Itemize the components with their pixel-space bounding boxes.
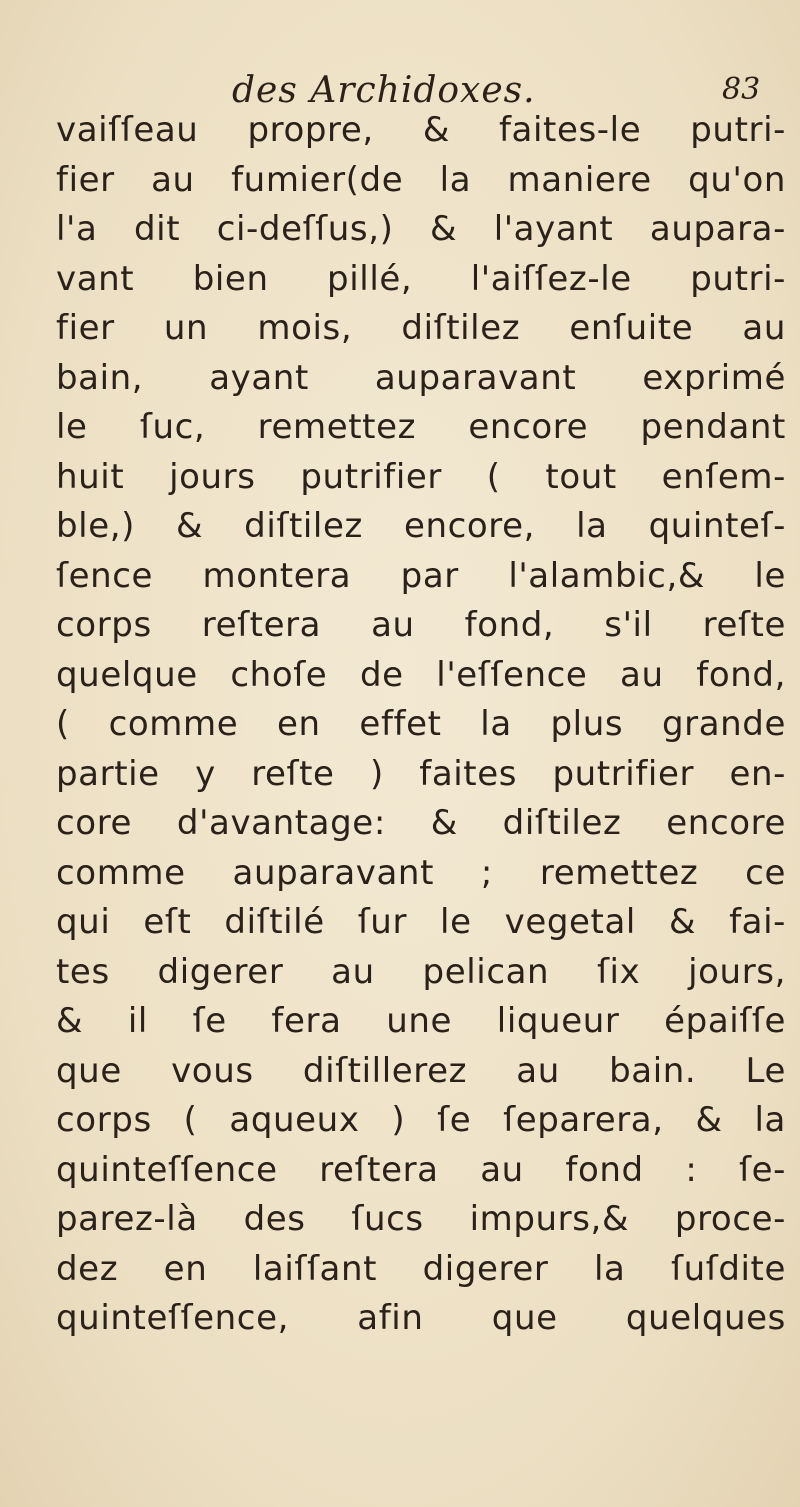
text-line: ble,) & diſtilez encore, la quinteſ- (56, 506, 786, 546)
text-line: comme auparavant ; remettez ce (56, 852, 786, 893)
text-line: quinteſſence, afin que quelques (56, 1298, 786, 1338)
body-text (56, 106, 786, 1344)
text-line: & il ſe fera une liqueur épaiſſe (56, 1001, 786, 1041)
text-line: bain, ayant auparavant exprimé (56, 357, 786, 398)
text-line: qui eſt diſtilé ſur le vegetal & fai- (56, 902, 786, 942)
text-line: ſence montera par l'alambic,& le (56, 555, 786, 596)
text-line: quelque choſe de l'eſſence au fond, (56, 654, 786, 695)
text-line: vaiſſeau propre, & faites-le putri- (56, 110, 786, 150)
text-line: le ſuc, remettez encore pendant (56, 407, 786, 447)
text-line: quinteſſence reſtera au fond : ſe- (56, 1149, 786, 1190)
text-line: que vous diſtillerez au bain. Le (56, 1050, 786, 1091)
text-line: ( comme en effet la plus grande (56, 704, 786, 744)
text-line: dez en laiſſant digerer la ſuſdite (56, 1248, 786, 1289)
text-line: fier au fumier(de la maniere qu'on (56, 159, 786, 200)
text-line: core d'avantage: & diſtilez encore (56, 803, 786, 843)
text-line: parez-là des ſucs impurs,& proce- (56, 1199, 786, 1239)
text-line: l'a dit ci-deſſus,) & l'ayant aupara- (56, 209, 786, 249)
text-line: partie y reſte ) faites putrifier en- (56, 753, 786, 794)
running-head: des Archidoxes. (232, 70, 536, 111)
text-line: huit jours putrifier ( tout enſem- (56, 456, 786, 497)
text-line: fier un mois, diſtilez enſuite au (56, 308, 786, 348)
text-line: tes digerer au pelican ſix jours, (56, 951, 786, 992)
text-line: corps ( aqueux ) ſe ſeparera, & la (56, 1100, 786, 1140)
page-number: 83 (722, 72, 761, 107)
text-line: corps reſtera au fond, s'il reſte (56, 605, 786, 645)
text-line: vant bien pillé, l'aiſſez-le putri- (56, 258, 786, 299)
